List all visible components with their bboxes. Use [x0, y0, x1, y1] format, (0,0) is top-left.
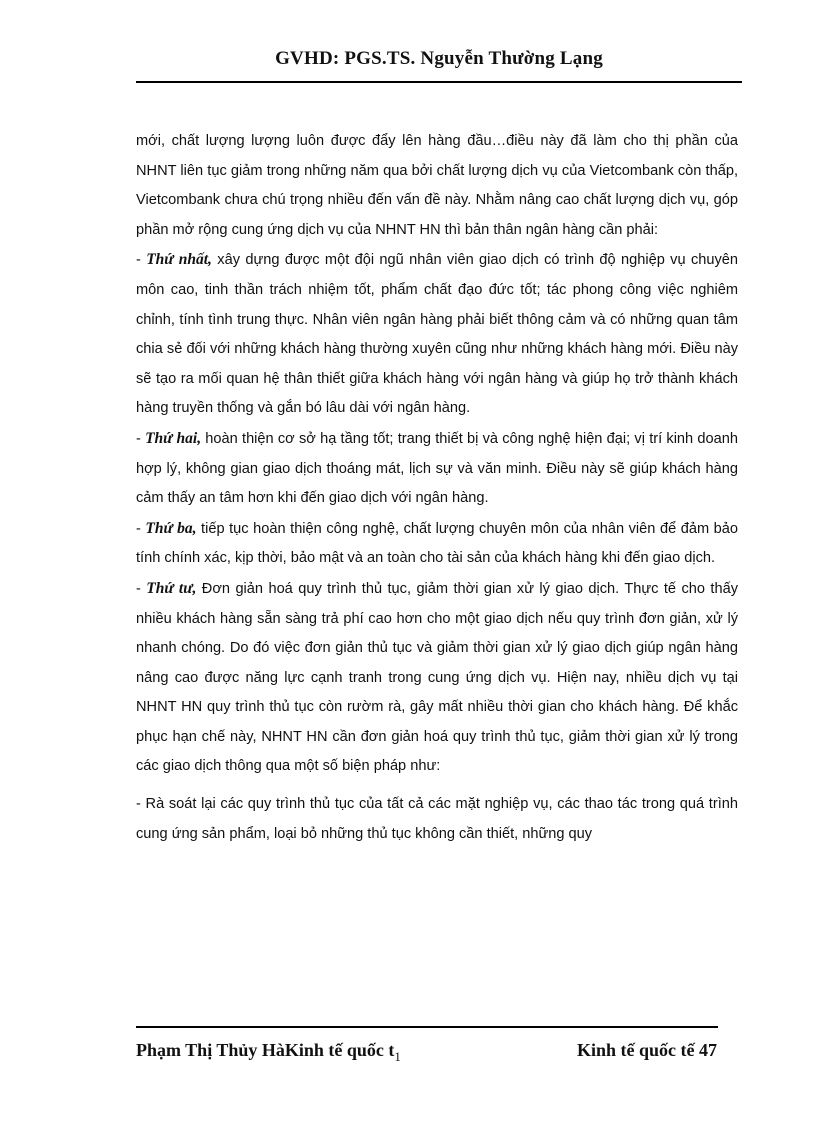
paragraph-lead: Thứ tư,	[146, 579, 197, 597]
bullet-dash: -	[136, 252, 147, 269]
paragraph-first-point	[136, 245, 738, 424]
paragraph-review-procedures	[136, 790, 738, 849]
header-divider	[136, 81, 742, 83]
paragraph-text: mới, chất lượng lượng luôn được đẩy lên hàng đầu…điều này đã làm cho thị phần của NHNT liên tục giảm trong những năm qua bởi chất lượng dịch vụ của Vietcombank còn thấp, Vietcombank chưa chú trọng nhiều đến vấn đề này. Nhằm nâng cao chất lượng dịch vụ, góp phần mở rộng cung ứng dịch vụ của NHNT HN thì bản thân ngân hàng cần phải:	[136, 133, 738, 238]
footer-divider	[136, 1026, 718, 1028]
document-body	[136, 127, 738, 849]
paragraph-text: hoàn thiện cơ sở hạ tầng tốt; trang thiết bị và công nghệ hiện đại; vị trí kinh doanh hợp lý, không gian giao dịch thoáng mát, lịch sự và văn minh. Điều này sẽ giúp khách hàng cảm thấy an tâm hơn khi đến giao dịch với ngân hàng.	[136, 430, 738, 507]
paragraph-lead: Thứ ba,	[145, 519, 197, 537]
paragraph-third-point	[136, 514, 738, 574]
paragraph-text: Đơn giản hoá quy trình thủ tục, giảm thời gian xử lý giao dịch. Thực tế cho thấy nhiều khách hàng sẵn sàng trả phí cao hơn cho một giao dịch nếu quy trình đơn giản, xử lý nhanh chóng. Do đó việc đơn giản thủ tục và giảm thời gian xử lý giao dịch giúp ngân hàng nâng cao được năng lực cạnh tranh trong cung ứng dịch vụ. Hiện nay, nhiều dịch vụ tại NHNT HN quy trình thủ tục còn rườm rà, gây mất nhiều thời gian cho khách hàng. Để khắc phục hạn chế này, NHNT HN cần đơn giản hoá quy trình thủ tục, giảm thời gian xử lý trong các giao dịch thông qua một số biện pháp như:	[136, 580, 738, 775]
bullet-dash: -	[136, 430, 146, 447]
bullet-dash: -	[136, 520, 146, 537]
page-header-title: GVHD: PGS.TS. Nguyễn Thường Lạng	[275, 48, 603, 69]
paragraph-text: tiếp tục hoàn thiện công nghệ, chất lượng chuyên môn của nhân viên để đảm bảo tính chính xác, kịp thời, bảo mật và an toàn cho tài sản của khách hàng khi đến giao dịch.	[136, 520, 738, 567]
footer-author	[136, 1040, 401, 1064]
paragraph-intro	[136, 127, 738, 245]
paragraph-text: xây dựng được một đội ngũ nhân viên giao dịch có trình độ nghiệp vụ chuyên môn cao, tinh thần trách nhiệm tốt, phẩm chất đạo đức tốt; tác phong công việc nghiêm chỉnh, tính tình trung thực. Nhân viên ngân hàng phải biết thông cảm và có những quan tâm chia sẻ đối với những khách hàng thường xuyên cũng như những khách hàng mới. Điều này sẽ tạo ra mối quan hệ thân thiết giữa khách hàng với ngân hàng và giúp họ trở thành khách hàng truyền thống và gắn bó lâu dài với ngân hàng.	[136, 252, 738, 417]
paragraph-fourth-point	[136, 574, 738, 782]
footer-author-text: Phạm Thị Thủy HàKinh tế quốc t	[136, 1040, 395, 1060]
paragraph-text: - Rà soát lại các quy trình thủ tục của tất cả các mặt nghiệp vụ, các thao tác trong quá trình cung ứng sản phẩm, loại bỏ những thủ tục không cần thiết, những quy	[136, 796, 738, 842]
footer-page-label: Kinh tế quốc tế 47	[577, 1040, 718, 1060]
bullet-dash: -	[136, 580, 147, 597]
footer-author-subscript: 1	[394, 1049, 401, 1064]
paragraph-second-point	[136, 424, 738, 514]
paragraph-lead: Thứ hai,	[145, 429, 202, 447]
paragraph-lead: Thứ nhất,	[146, 251, 212, 269]
